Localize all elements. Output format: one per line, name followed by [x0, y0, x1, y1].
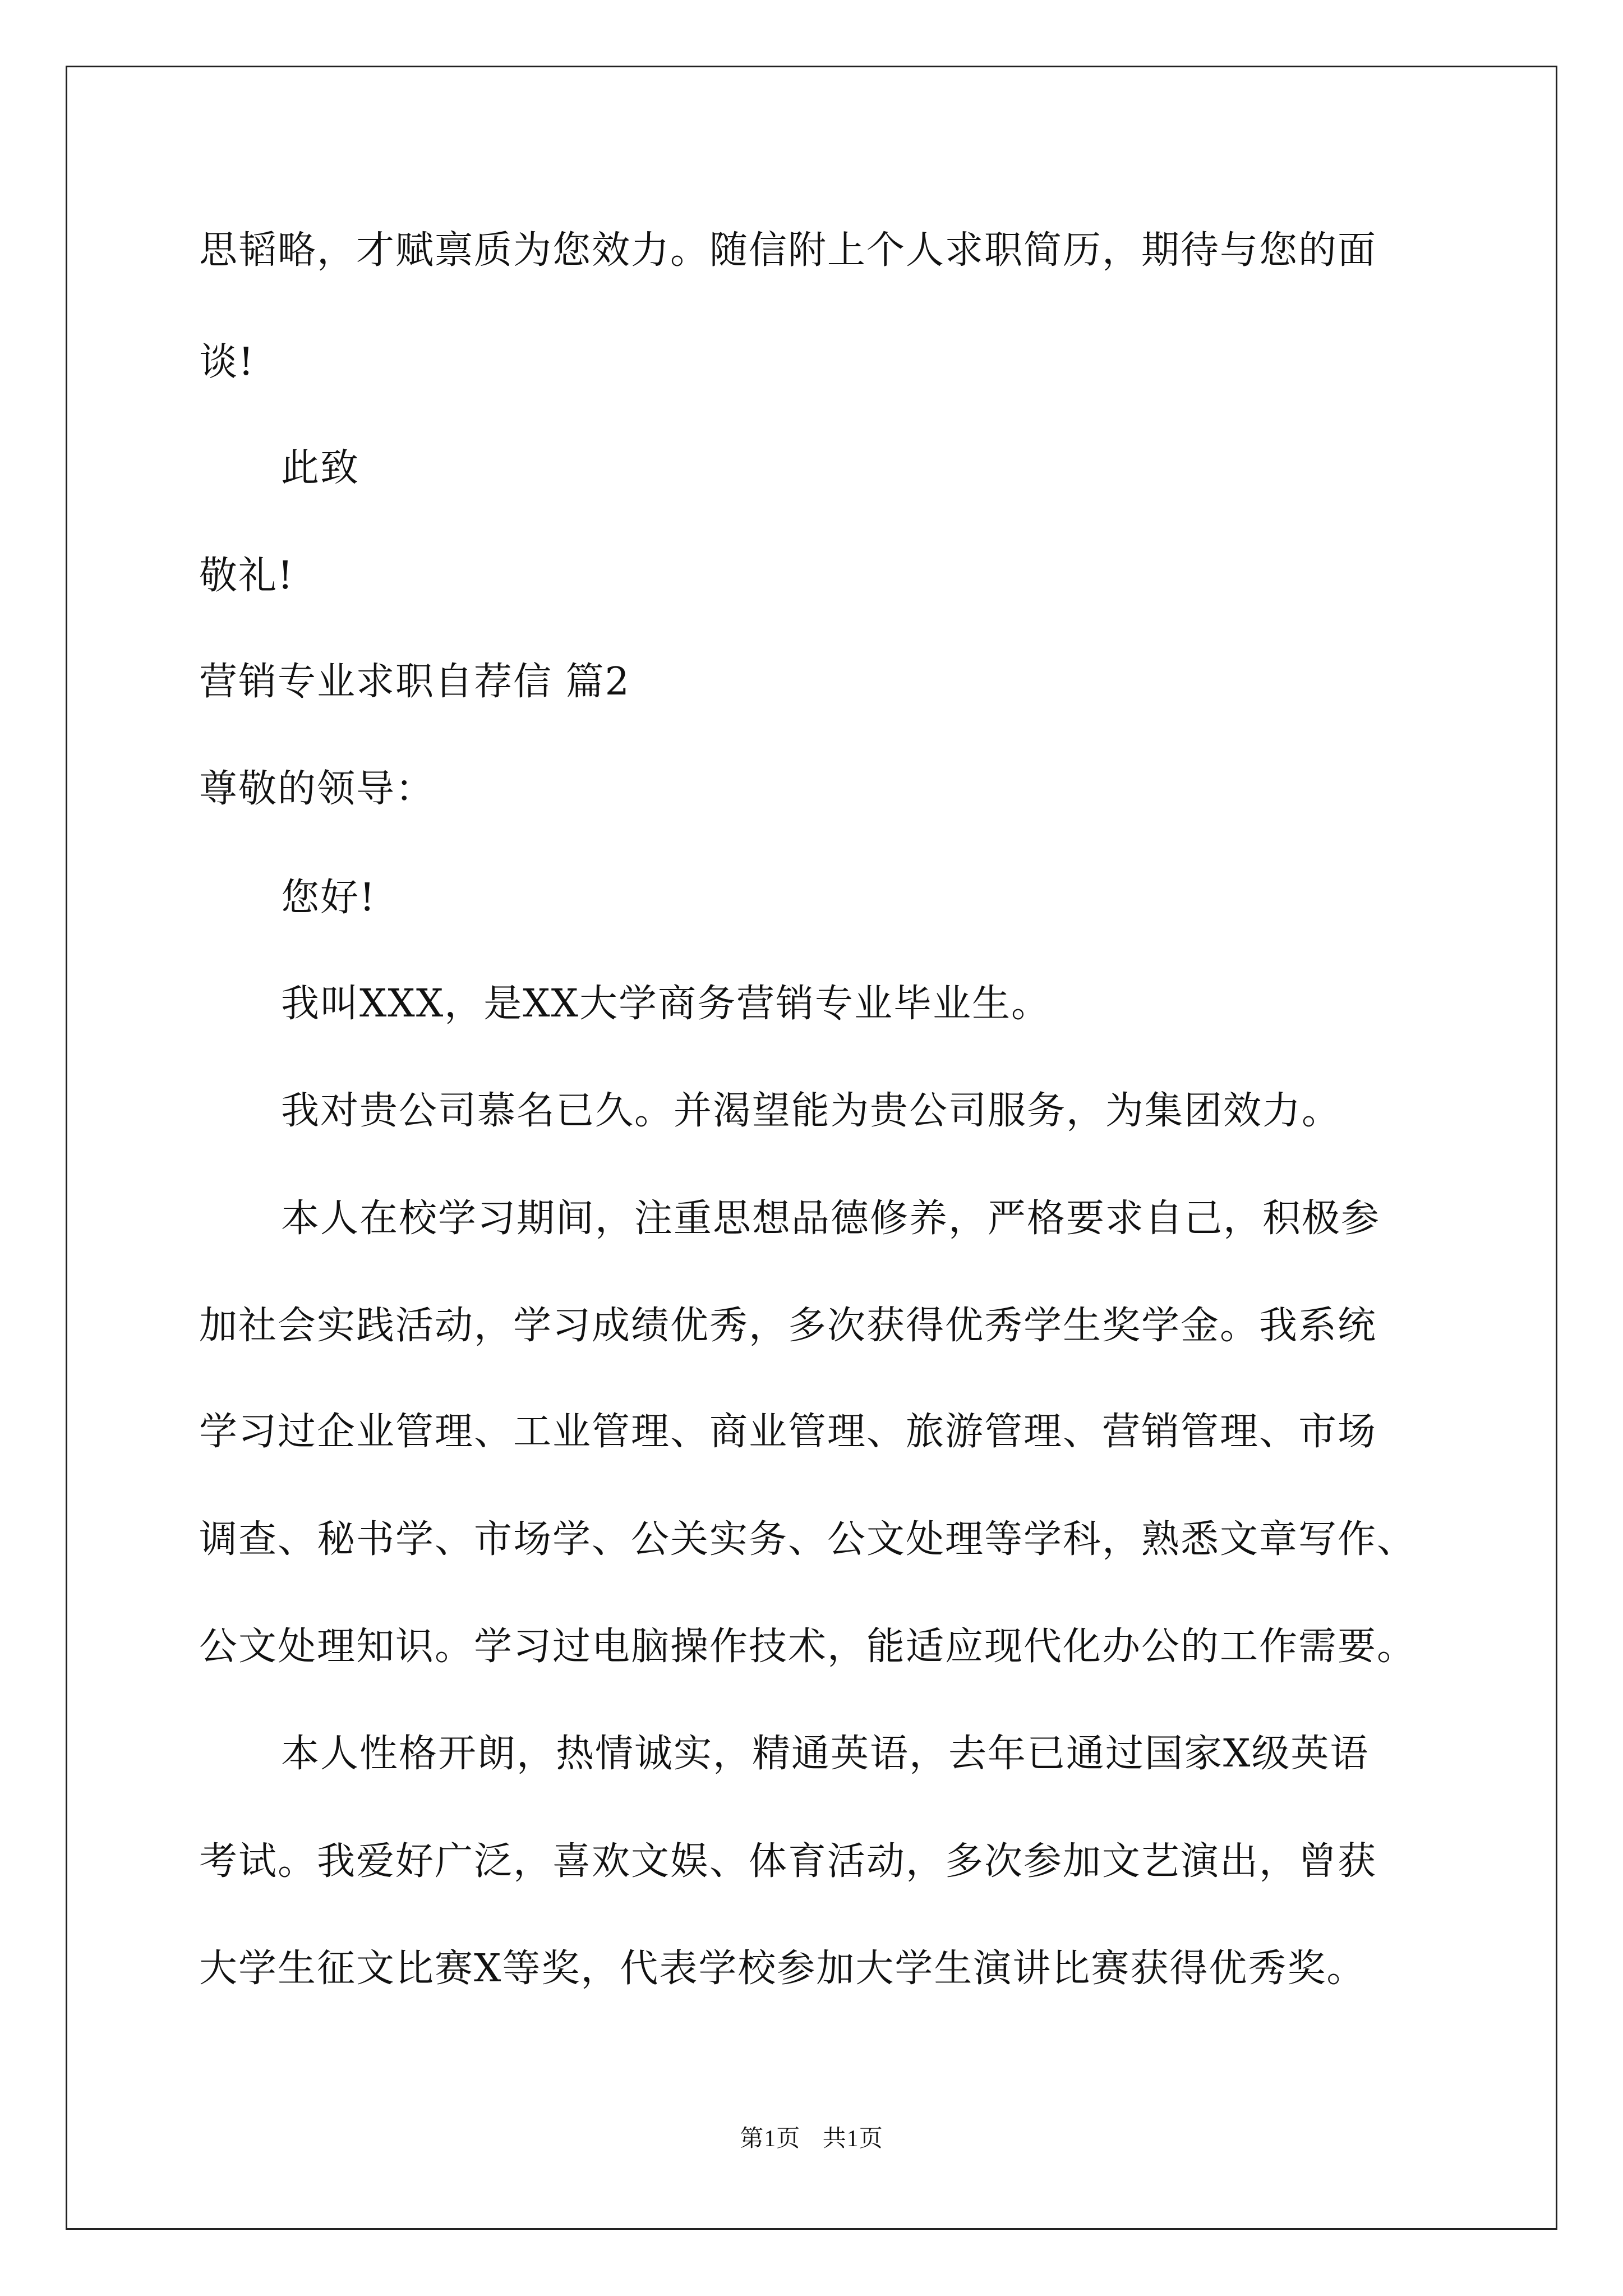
text-line: 思韬略，才赋禀质为您效力。随信附上个人求职简历，期待与您的面: [199, 228, 1377, 273]
text-line: 谈!: [199, 340, 255, 384]
text-line: 大学生征文比赛X等奖，代表学校参加大学生演讲比赛获得优秀奖。: [199, 1947, 1366, 1991]
text-line: 考试。我爱好广泛，喜欢文娱、体育活动，多次参加文艺演出，曾获: [199, 1839, 1377, 1884]
page-frame: [66, 66, 1557, 2230]
page-total: 共1页: [822, 2126, 883, 2152]
text-line: 公文处理知识。学习过电脑操作技术，能适应现代化办公的工作需要。: [199, 1625, 1417, 1669]
text-line: 我叫XXX，是XX大学商务营销专业毕业生。: [281, 982, 1051, 1026]
section-heading: 营销专业求职自荐信 篇2: [199, 660, 630, 704]
greeting-recipient: 尊敬的领导：: [199, 767, 435, 811]
page-footer: [0, 2127, 1623, 2151]
closing-regards: 敬礼!: [199, 554, 294, 598]
text-line: 本人在校学习期间，注重思想品德修养，严格要求自己，积极参: [281, 1197, 1381, 1241]
closing-salutation: 此致: [281, 446, 360, 490]
page-current: 第1页: [740, 2126, 801, 2152]
text-line: 学习过企业管理、工业管理、商业管理、旅游管理、营销管理、市场: [199, 1410, 1377, 1454]
text-line: 调查、秘书学、市场学、公关实务、公文处理等学科，熟悉文章写作、: [199, 1517, 1417, 1562]
greeting: 您好!: [281, 876, 376, 920]
text-line: 我对贵公司慕名已久。并渴望能为贵公司服务，为集团效力。: [281, 1089, 1341, 1133]
text-line: 本人性格开朗，热情诚实，精通英语，去年已通过国家X级英语: [281, 1732, 1370, 1776]
text-line: 加社会实践活动，学习成绩优秀，多次获得优秀学生奖学金。我系统: [199, 1304, 1377, 1348]
